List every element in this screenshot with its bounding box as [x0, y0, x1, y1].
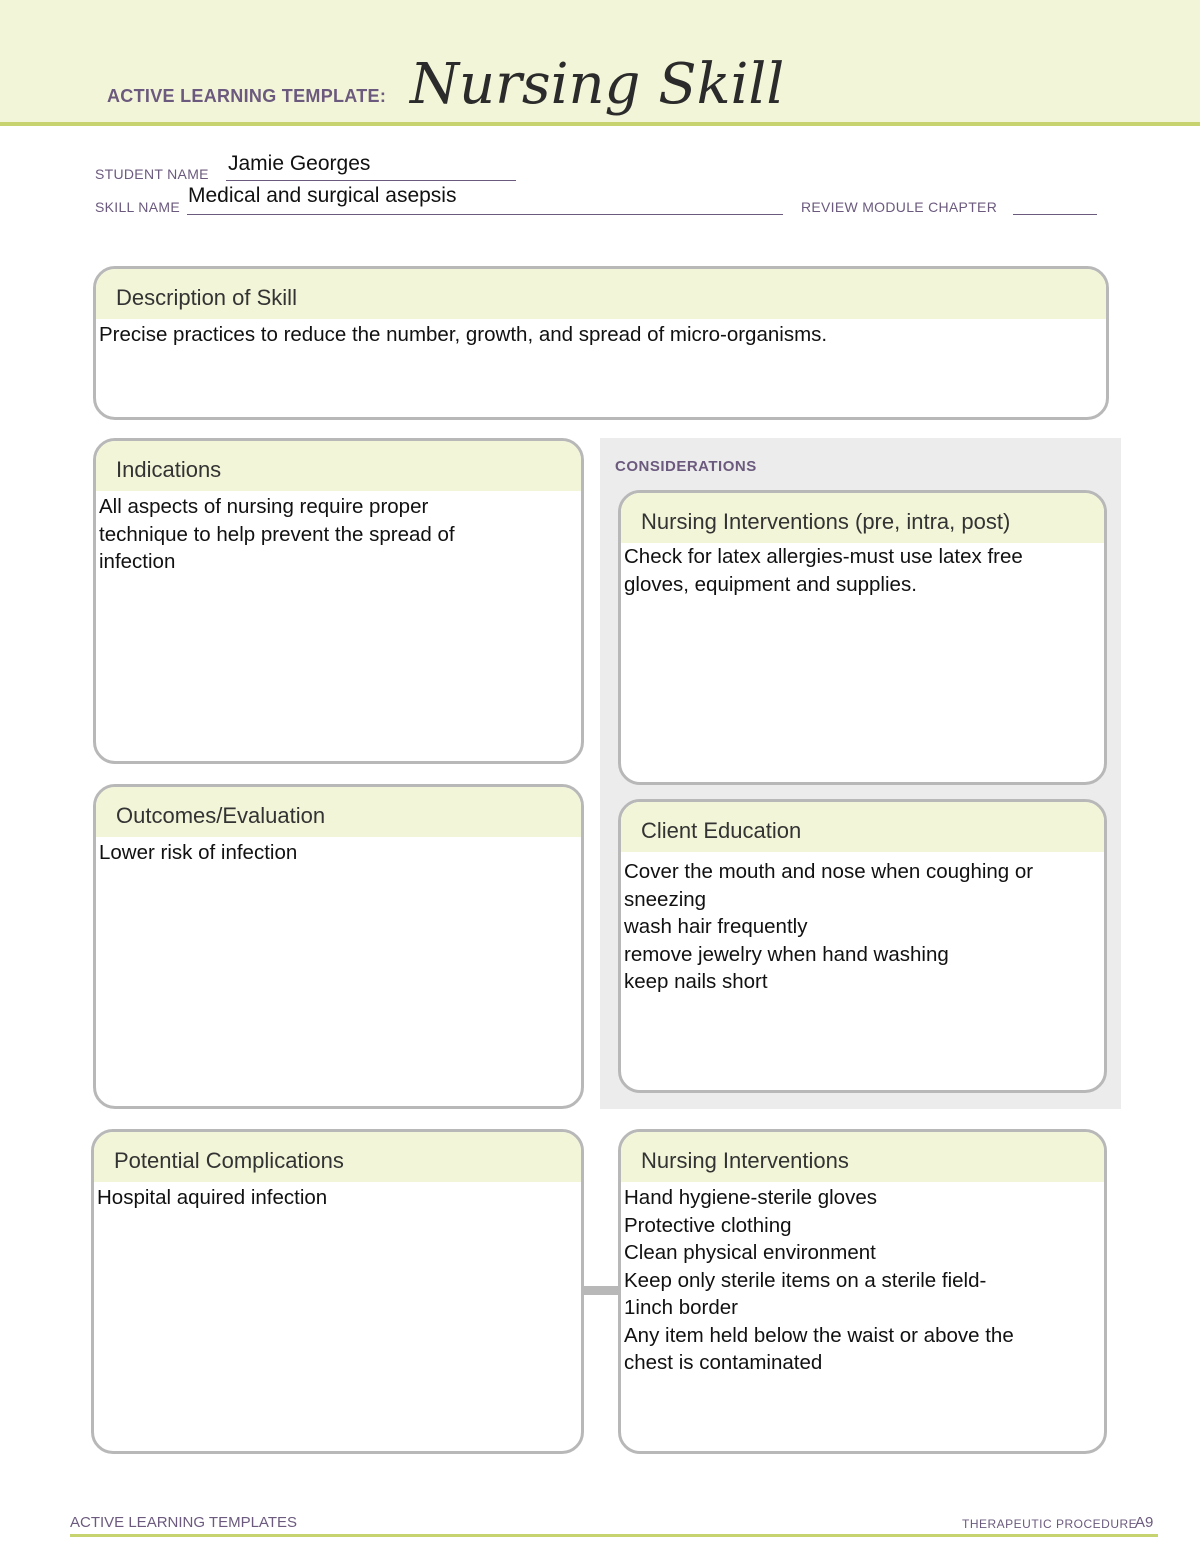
client-education-text[interactable]: [621, 852, 1104, 996]
header-rule: [0, 122, 1200, 126]
text-line: sneezing: [624, 887, 707, 911]
indications-heading: Indications: [96, 441, 581, 491]
description-text[interactable]: [96, 319, 1106, 349]
nursing-interventions-ppp-text[interactable]: [621, 541, 1104, 598]
text-line: wash hair frequently: [624, 915, 808, 938]
considerations-title: CONSIDERATIONS: [615, 458, 757, 475]
text-line: gloves, equipment and supplies.: [624, 572, 917, 596]
template-label: ACTIVE LEARNING TEMPLATE:: [107, 86, 387, 106]
page-number: A9: [1135, 1514, 1154, 1531]
text-line: chest is contaminated: [624, 1351, 823, 1374]
outcomes-text[interactable]: [96, 837, 581, 867]
text-line: Keep only sterile items on a sterile field-: [624, 1268, 987, 1292]
nursing-interventions-heading: Nursing Interventions: [621, 1132, 1104, 1182]
nursing-interventions-ppp-heading: Nursing Interventions (pre, intra, post): [621, 493, 1104, 543]
template-title: Nursing Skill: [410, 52, 785, 117]
student-name-field[interactable]: Jamie Georges: [228, 152, 371, 175]
text-line: Cover the mouth and nose when coughing or: [624, 860, 1034, 883]
text-line: technique to help prevent the spread of: [99, 522, 455, 546]
skill-name-field[interactable]: Medical and surgical asepsis: [188, 184, 457, 207]
student-name-label: STUDENT NAME: [95, 166, 209, 182]
text-line: Lower risk of infection: [99, 841, 298, 864]
nursing-interventions-ppp-box: [618, 490, 1107, 785]
text-line: Hand hygiene-sterile gloves: [624, 1186, 877, 1209]
complications-text[interactable]: [94, 1182, 581, 1212]
connector-bar: [583, 1286, 619, 1295]
complications-heading: Potential Complications: [94, 1132, 581, 1182]
review-module-field[interactable]: [1013, 198, 1097, 215]
text-line: Precise practices to reduce the number, growth, and spread of micro-organisms.: [99, 323, 828, 346]
text-line: All aspects of nursing require proper: [99, 495, 429, 518]
description-heading: Description of Skill: [96, 269, 1106, 319]
text-line: Clean physical environment: [624, 1241, 876, 1264]
client-education-box: [618, 799, 1107, 1093]
client-education-heading: Client Education: [621, 802, 1104, 852]
description-box: [93, 266, 1109, 420]
nursing-interventions-text[interactable]: [621, 1182, 1104, 1377]
text-line: Protective clothing: [624, 1213, 792, 1237]
text-line: 1inch border: [624, 1296, 738, 1319]
outcomes-heading: Outcomes/Evaluation: [96, 787, 581, 837]
text-line: Check for latex allergies-must use latex free: [624, 545, 1023, 568]
footer-left: ACTIVE LEARNING TEMPLATES: [70, 1514, 297, 1531]
footer-right: THERAPEUTIC PROCEDURE: [962, 1517, 1138, 1531]
text-line: infection: [99, 550, 176, 573]
review-module-label: REVIEW MODULE CHAPTER: [801, 199, 998, 215]
indications-box: [93, 438, 584, 764]
indications-text[interactable]: [96, 491, 581, 576]
skill-name-label: SKILL NAME: [95, 199, 180, 215]
outcomes-box: [93, 784, 584, 1109]
text-line: remove jewelry when hand washing: [624, 942, 949, 966]
nursing-interventions-box: [618, 1129, 1107, 1454]
text-line: Any item held below the waist or above the: [624, 1323, 1014, 1347]
text-line: keep nails short: [624, 970, 768, 993]
complications-box: [91, 1129, 584, 1454]
text-line: Hospital aquired infection: [97, 1186, 328, 1209]
footer-rule: [70, 1534, 1158, 1537]
